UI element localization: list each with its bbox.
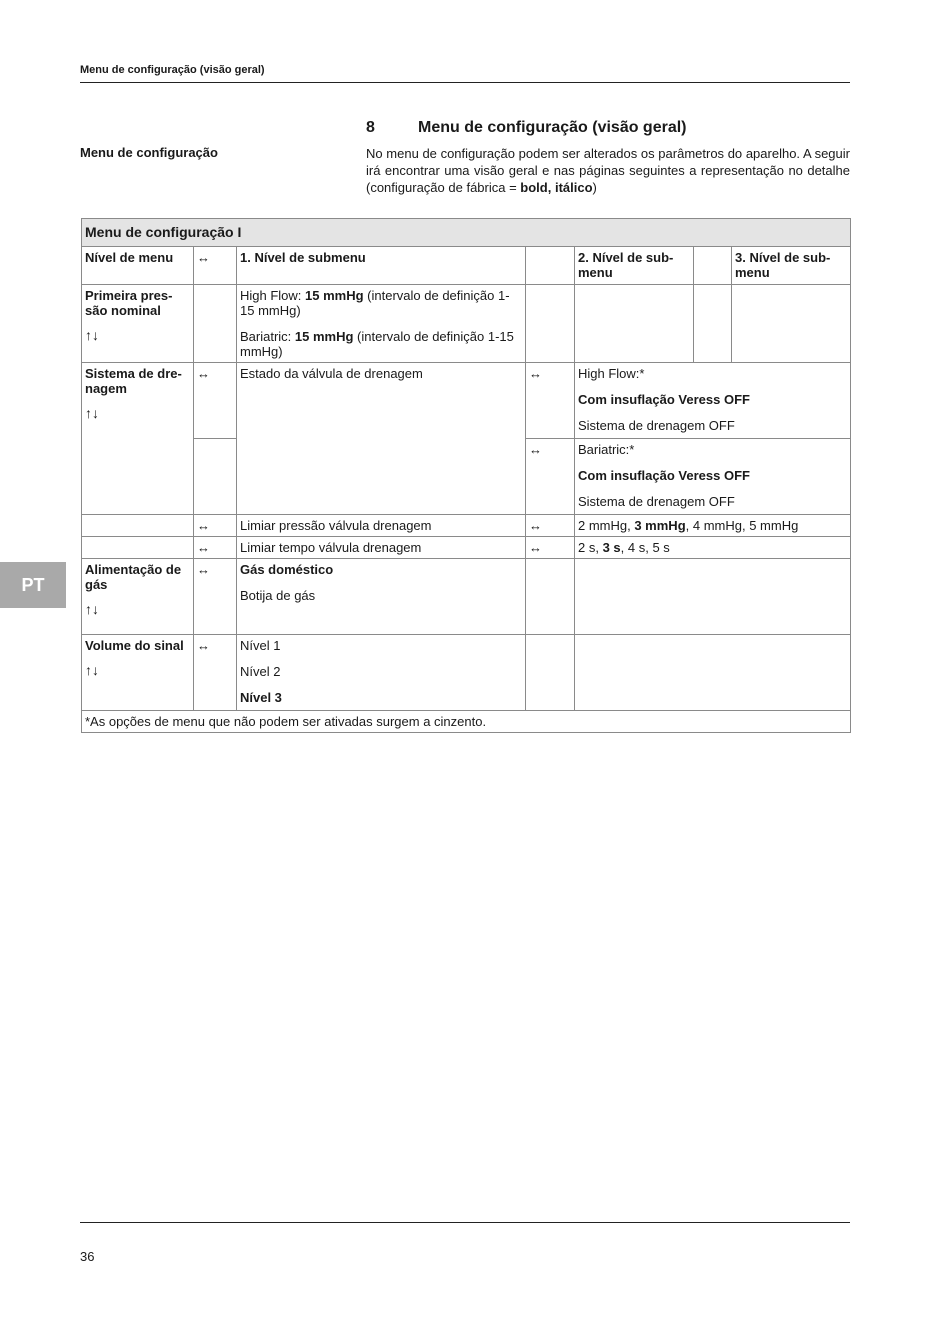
- bar-option-2: Sistema de drenagem OFF: [578, 494, 735, 509]
- high-flow-pressure: High Flow: 15 mmHg (intervalo de definição 1-15 mmHg): [240, 288, 510, 318]
- bar-title: Bariatric:*: [578, 442, 635, 457]
- section-title: Menu de configuração (visão geral): [418, 119, 687, 136]
- empty-cell: [694, 285, 732, 363]
- gas-option-2: Botija de gás: [240, 588, 316, 603]
- pressure-threshold-label: Limiar pressão válvula drenagem: [237, 515, 526, 537]
- time-threshold-label: Limiar tempo válvula drenagem: [237, 537, 526, 559]
- footer-rule: [80, 1222, 850, 1223]
- table-row: [82, 537, 851, 559]
- bariatric-pressure: Bariatric: 15 mmHg (intervalo de definição 1-15 mmHg): [240, 329, 514, 359]
- row-label-volume: [82, 635, 194, 711]
- intro-end: ): [592, 180, 597, 195]
- drainage-sub1: Estado da válvula de drenagem: [237, 363, 526, 515]
- table-row: [82, 515, 851, 537]
- empty-cell: [575, 285, 694, 363]
- time-threshold-values: 2 s, 3 s, 4 s, 5 s: [575, 537, 851, 559]
- header-empty-1: [526, 247, 575, 285]
- hf-title: High Flow:*: [578, 366, 645, 381]
- row-label-drainage: [82, 363, 194, 515]
- hf-option-1: Com insuflação Veress OFF: [578, 392, 750, 407]
- up-down-arrows-icon: ↑↓: [85, 327, 99, 343]
- table-row: [82, 363, 851, 439]
- volume-options: [237, 635, 526, 711]
- arrow-icon: ↔: [526, 515, 575, 537]
- row-label-gas: [82, 559, 194, 635]
- header-menu-level: Nível de menu: [82, 247, 194, 285]
- drainage-bariatric: [575, 439, 851, 515]
- running-header: Menu de configuração (visão geral): [80, 64, 265, 76]
- sidebar-label: Menu de configuração: [80, 145, 218, 160]
- header-rule: [80, 82, 850, 83]
- arrow-icon: ↔: [526, 537, 575, 559]
- table-header-row: [82, 247, 851, 285]
- drainage-high-flow: [575, 363, 851, 439]
- drainage-label: Sistema de dre-nagem: [85, 366, 182, 396]
- header-sub2: 2. Nível de sub-menu: [575, 247, 694, 285]
- row-label-pressure: [82, 285, 194, 363]
- section-number: 8: [366, 119, 375, 136]
- empty-cell: [194, 439, 237, 515]
- empty-cell: [526, 635, 575, 711]
- volume-option-2: Nível 2: [240, 664, 281, 679]
- gas-label: Alimentação de gás: [85, 562, 182, 592]
- up-down-arrows-icon: ↑↓: [85, 662, 99, 678]
- gas-option-1: Gás doméstico: [240, 562, 334, 577]
- arrow-icon: ↔: [194, 635, 237, 711]
- section: [366, 119, 850, 196]
- hf-option-2: Sistema de drenagem OFF: [578, 418, 735, 433]
- header-arrow-icon: ↔: [194, 247, 237, 285]
- table-title: Menu de configuração I: [82, 219, 851, 247]
- page-number: 36: [80, 1249, 95, 1264]
- footnote: *As opções de menu que não podem ser ativadas surgem a cinzento.: [82, 711, 851, 733]
- pressure-label: Primeira pres-são nominal: [85, 288, 173, 318]
- arrow-icon: ↔: [194, 537, 237, 559]
- gas-options: [237, 559, 526, 635]
- config-table: [81, 218, 851, 733]
- up-down-arrows-icon: ↑↓: [85, 601, 99, 617]
- arrow-icon: ↔: [194, 515, 237, 537]
- table-row: [82, 635, 851, 711]
- empty-cell: [575, 559, 851, 635]
- empty-cell: [82, 537, 194, 559]
- intro-bold: bold, itálico: [520, 180, 593, 195]
- header-sub3: 3. Nível de sub-menu: [732, 247, 851, 285]
- arrow-icon: ↔: [194, 559, 237, 635]
- volume-option-3: Nível 3: [240, 690, 282, 705]
- bar-option-1: Com insuflação Veress OFF: [578, 468, 750, 483]
- arrow-icon: ↔: [194, 363, 237, 439]
- empty-cell: [82, 515, 194, 537]
- empty-cell: [526, 559, 575, 635]
- table-row: [82, 559, 851, 635]
- header-empty-2: [694, 247, 732, 285]
- header-sub1: 1. Nível de submenu: [237, 247, 526, 285]
- empty-cell: [575, 635, 851, 711]
- table-row: [82, 285, 851, 363]
- arrow-icon: ↔: [526, 363, 575, 439]
- footnote-row: [82, 711, 851, 733]
- arrow-icon: ↔: [526, 439, 575, 515]
- section-heading: [366, 119, 850, 137]
- intro-text: No menu de configuração podem ser alterados os parâmetros do aparelho. A seguir irá encontrar uma visão geral e nas páginas seguintes a representação no detalhe (configuração de fábrica =: [366, 146, 850, 195]
- empty-cell: [732, 285, 851, 363]
- empty-cell: [526, 285, 575, 363]
- up-down-arrows-icon: ↑↓: [85, 405, 99, 421]
- language-tab: PT: [0, 562, 66, 608]
- pressure-threshold-values: 2 mmHg, 3 mmHg, 4 mmHg, 5 mmHg: [575, 515, 851, 537]
- empty-cell: [194, 285, 237, 363]
- section-intro: [366, 145, 850, 196]
- table-title-row: [82, 219, 851, 247]
- volume-option-1: Nível 1: [240, 638, 281, 653]
- pressure-values: [237, 285, 526, 363]
- volume-label: Volume do sinal: [85, 638, 184, 653]
